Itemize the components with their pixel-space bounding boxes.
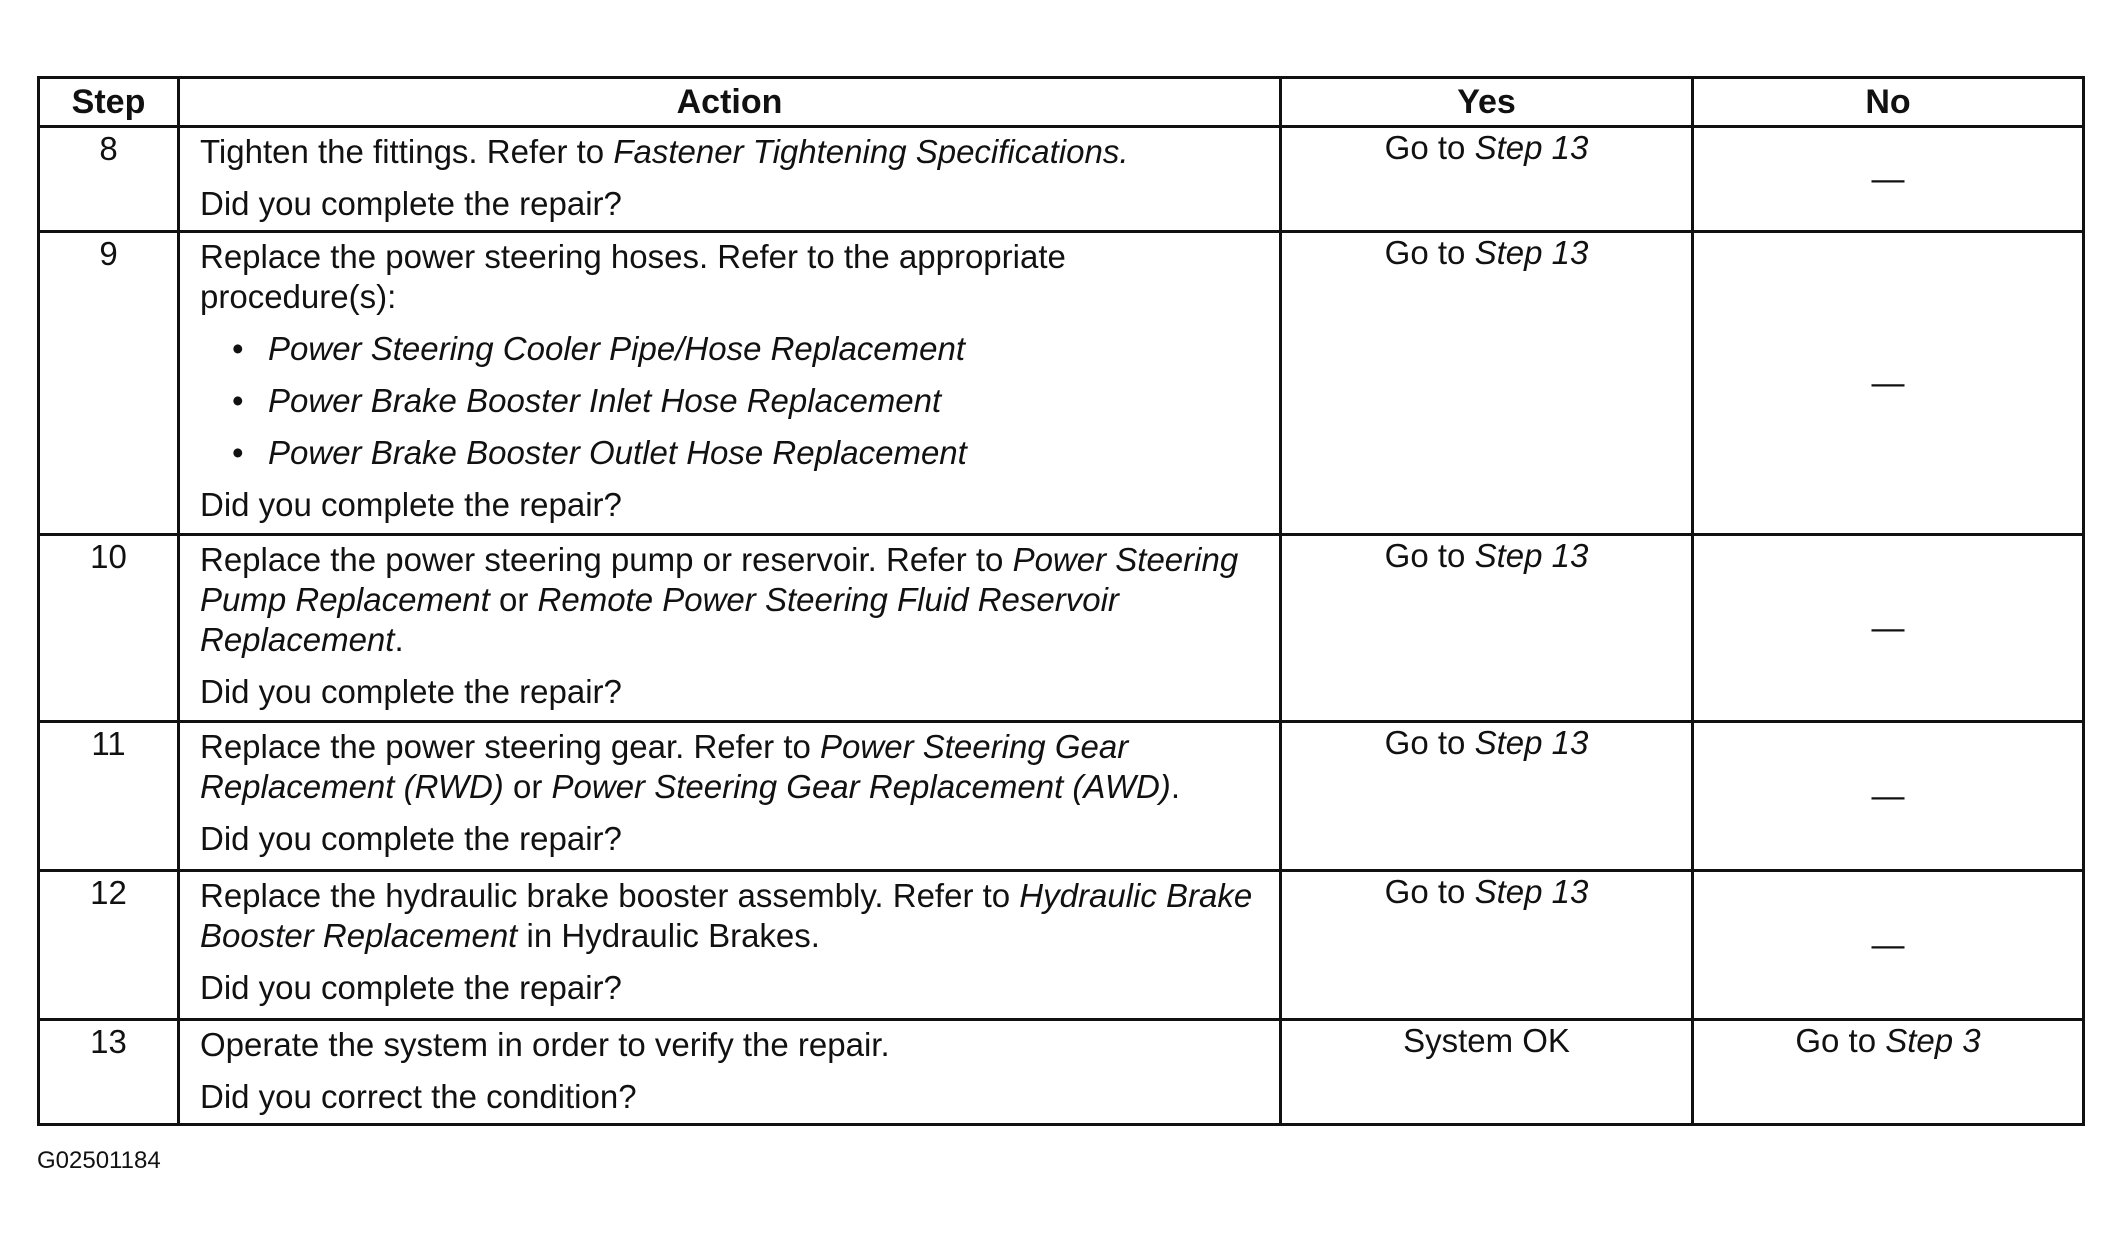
- question-text: Did you complete the repair?: [200, 969, 622, 1006]
- action-text: Replace the hydraulic brake booster assembly. Refer to Hydraulic Brake Booster Replacement in Hydraulic Brakes.: [200, 877, 1253, 954]
- table-row: [39, 535, 2084, 722]
- action-cell: [179, 127, 1281, 232]
- action-cell: [179, 232, 1281, 535]
- question-text: Did you complete the repair?: [200, 820, 622, 857]
- action-cell: [179, 535, 1281, 722]
- no-cell: —: [1693, 871, 2084, 1020]
- reference-link: Hydraulic Brake Booster Replacement: [200, 877, 1253, 954]
- table-row: [39, 722, 2084, 871]
- yes-cell: Go to Step 13: [1281, 722, 1693, 871]
- no-cell: Go to Step 3: [1693, 1020, 2084, 1125]
- no-cell: —: [1693, 232, 2084, 535]
- procedure-item: • Power Steering Cooler Pipe/Hose Replacement: [232, 329, 1269, 369]
- action-text: Replace the power steering pump or reservoir. Refer to Power Steering Pump Replacement or Remote Power Steering Fluid Reservoir Replacement.: [200, 541, 1239, 658]
- step-number: 12: [39, 871, 179, 1020]
- action-text: Replace the power steering gear. Refer to Power Steering Gear Replacement (RWD) or Power Steering Gear Replacement (AWD).: [200, 728, 1180, 805]
- yes-step-ref: Step 13: [1474, 129, 1589, 166]
- yes-cell: Go to Step 13: [1281, 232, 1693, 535]
- action-text: Tighten the fittings. Refer to Fastener Tightening Specifications.: [200, 133, 1129, 170]
- no-step-ref: Step 3: [1885, 1022, 1981, 1059]
- question-text: Did you complete the repair?: [200, 486, 622, 523]
- procedure-item: • Power Brake Booster Outlet Hose Replacement: [232, 433, 1269, 473]
- question-text: Did you complete the repair?: [200, 185, 622, 222]
- table-row: [39, 871, 2084, 1020]
- question-text: Did you complete the repair?: [200, 673, 622, 710]
- action-text: Replace the power steering hoses. Refer to the appropriate procedure(s):: [200, 238, 1066, 315]
- question-text: Did you correct the condition?: [200, 1078, 637, 1115]
- table-row: [39, 127, 2084, 232]
- step-number: 9: [39, 232, 179, 535]
- procedure-list: [200, 329, 1269, 473]
- header-yes: Yes: [1281, 78, 1693, 127]
- table-row: [39, 1020, 2084, 1125]
- action-cell: [179, 1020, 1281, 1125]
- reference-link: Power Steering Pump Replacement: [200, 541, 1239, 618]
- no-cell: —: [1693, 127, 2084, 232]
- header-action: Action: [179, 78, 1281, 127]
- header-step: Step: [39, 78, 179, 127]
- step-number: 11: [39, 722, 179, 871]
- step-number: 10: [39, 535, 179, 722]
- diagnostic-table: [37, 76, 2085, 1126]
- yes-step-ref: Step 13: [1474, 537, 1589, 574]
- header-row: [39, 78, 2084, 127]
- step-number: 13: [39, 1020, 179, 1125]
- yes-cell: Go to Step 13: [1281, 871, 1693, 1020]
- action-text: Operate the system in order to verify the repair.: [200, 1026, 890, 1063]
- no-cell: —: [1693, 722, 2084, 871]
- yes-step-ref: Step 13: [1474, 873, 1589, 910]
- reference-link: Remote Power Steering Fluid Reservoir Replacement: [200, 581, 1119, 658]
- yes-step-ref: Step 13: [1474, 724, 1589, 761]
- table-row: [39, 232, 2084, 535]
- no-cell: —: [1693, 535, 2084, 722]
- header-no: No: [1693, 78, 2084, 127]
- step-number: 8: [39, 127, 179, 232]
- procedure-item: • Power Brake Booster Inlet Hose Replacement: [232, 381, 1269, 421]
- reference-link: Fastener Tightening Specifications.: [613, 133, 1129, 170]
- yes-cell: Go to Step 13: [1281, 127, 1693, 232]
- action-cell: [179, 871, 1281, 1020]
- reference-link: Power Steering Gear Replacement (RWD): [200, 728, 1129, 805]
- yes-cell: System OK: [1281, 1020, 1693, 1125]
- yes-step-ref: Step 13: [1474, 234, 1589, 271]
- figure-id: G02501184: [37, 1147, 161, 1174]
- action-cell: [179, 722, 1281, 871]
- reference-link: Power Steering Gear Replacement (AWD): [551, 768, 1171, 805]
- yes-cell: Go to Step 13: [1281, 535, 1693, 722]
